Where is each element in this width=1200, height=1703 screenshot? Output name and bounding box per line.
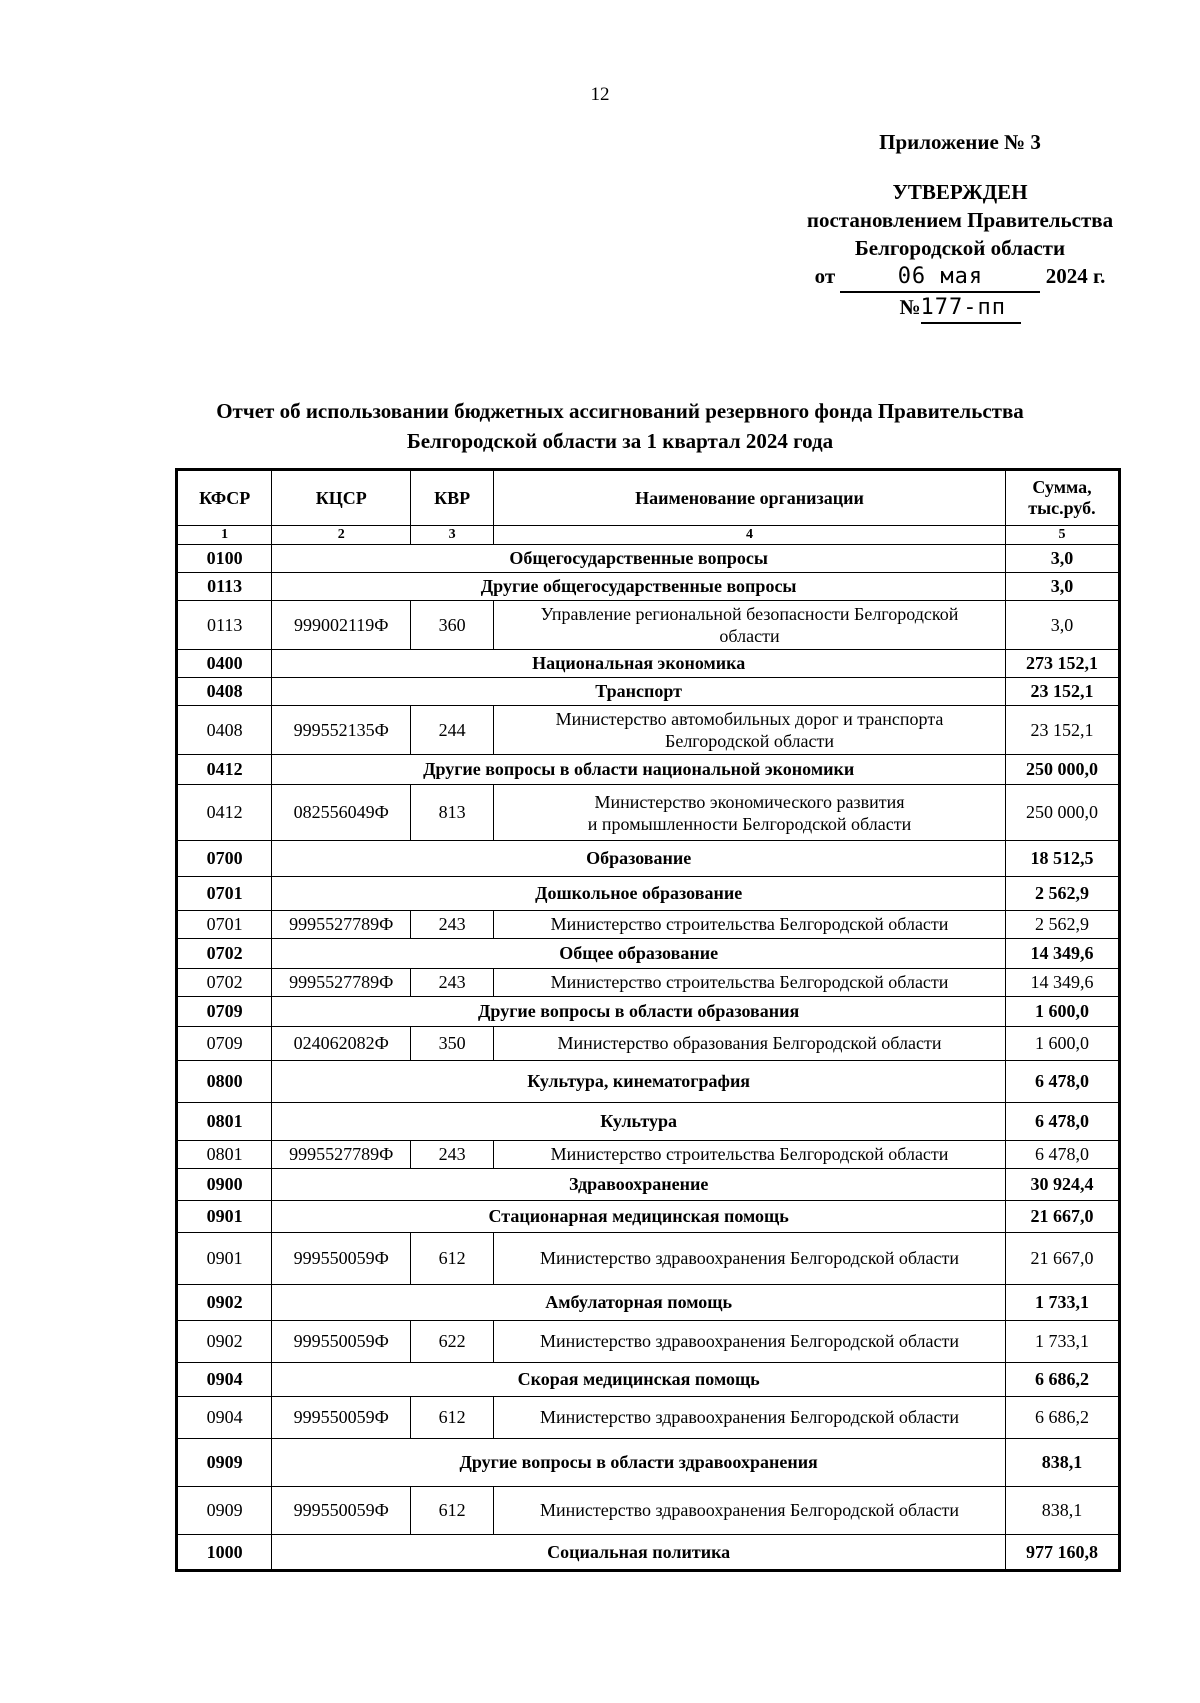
kfsr-cell: 0113: [177, 601, 272, 650]
table-row: [177, 601, 1120, 650]
table-row: [177, 1321, 1120, 1363]
section-name-cell: Другие вопросы в области образования: [272, 997, 1006, 1027]
approval-line-1: постановлением Правительства: [806, 208, 1114, 232]
col-number: 2: [272, 526, 411, 545]
organization-name-line-1: Министерство экономического развития: [594, 791, 905, 812]
section-name-cell: Образование: [272, 841, 1006, 877]
sum-cell: 6 478,0: [1005, 1061, 1119, 1103]
kvr-cell: 612: [411, 1397, 494, 1439]
kcsr-cell: 9995527789Ф: [272, 911, 411, 939]
sum-cell: 23 152,1: [1005, 678, 1119, 706]
kvr-cell: 612: [411, 1233, 494, 1285]
date-value: 06 мая: [840, 263, 1040, 293]
table-row: [177, 1397, 1120, 1439]
appendix-label: Приложение № 3: [879, 130, 1041, 154]
sum-cell: 3,0: [1005, 573, 1119, 601]
organization-name-cell: Министерство здравоохранения Белгородской области: [494, 1233, 1006, 1285]
section-name-cell: Социальная политика: [272, 1535, 1006, 1571]
organization-name-line-1: Управление региональной безопасности Белгородской: [540, 604, 959, 624]
sum-cell: 14 349,6: [1005, 939, 1119, 969]
section-row: [177, 841, 1120, 877]
kfsr-cell: 0904: [177, 1363, 272, 1397]
date-suffix: 2024 г.: [1045, 264, 1106, 288]
section-row: [177, 939, 1120, 969]
table-row: [177, 785, 1120, 841]
kvr-cell: 622: [411, 1321, 494, 1363]
kcsr-cell: 024062082Ф: [272, 1027, 411, 1061]
section-row: [177, 1201, 1120, 1233]
kfsr-cell: 0901: [177, 1233, 272, 1285]
report-title-line-2: Белгородской области за 1 квартал 2024 года: [406, 429, 834, 453]
kfsr-cell: 0801: [177, 1103, 272, 1141]
kfsr-cell: 0801: [177, 1141, 272, 1169]
sum-cell: 6 686,2: [1005, 1363, 1119, 1397]
section-row: [177, 997, 1120, 1027]
kvr-cell: 243: [411, 911, 494, 939]
sum-cell: 23 152,1: [1005, 706, 1119, 755]
section-row: [177, 755, 1120, 785]
section-name-cell: Другие вопросы в области национальной экономики: [272, 755, 1006, 785]
table-header-row: [177, 470, 1120, 526]
sum-cell: 6 686,2: [1005, 1397, 1119, 1439]
table-row: [177, 1141, 1120, 1169]
organization-name-cell: Министерство строительства Белгородской области: [494, 969, 1006, 997]
kvr-cell: 813: [411, 785, 494, 841]
kfsr-cell: 0412: [177, 755, 272, 785]
kfsr-cell: 0113: [177, 573, 272, 601]
sum-cell: 30 924,4: [1005, 1169, 1119, 1201]
kfsr-cell: 0709: [177, 997, 272, 1027]
section-name-cell: Стационарная медицинская помощь: [272, 1201, 1006, 1233]
sum-cell: 977 160,8: [1005, 1535, 1119, 1571]
sum-cell: 273 152,1: [1005, 650, 1119, 678]
approval-number-line: [770, 293, 1150, 324]
number-prefix: №: [899, 295, 921, 319]
column-number-row: [177, 526, 1120, 545]
sum-cell: 838,1: [1005, 1439, 1119, 1487]
col-number: 1: [177, 526, 272, 545]
section-row: [177, 1285, 1120, 1321]
section-row: [177, 650, 1120, 678]
section-name-cell: Национальная экономика: [272, 650, 1006, 678]
section-row: [177, 1439, 1120, 1487]
approval-date-line: [770, 262, 1150, 293]
kfsr-cell: 0701: [177, 911, 272, 939]
header-name: Наименование организации: [494, 470, 1006, 526]
table-row: [177, 1233, 1120, 1285]
kfsr-cell: 0408: [177, 706, 272, 755]
section-name-cell: Амбулаторная помощь: [272, 1285, 1006, 1321]
organization-name-cell: [494, 785, 1006, 841]
kfsr-cell: 0709: [177, 1027, 272, 1061]
approved-label: УТВЕРЖДЕН: [892, 180, 1028, 204]
sum-cell: 250 000,0: [1005, 785, 1119, 841]
sum-cell: 21 667,0: [1005, 1201, 1119, 1233]
kfsr-cell: 0909: [177, 1487, 272, 1535]
header-kfsr: КФСР: [177, 470, 272, 526]
sum-cell: 1 733,1: [1005, 1285, 1119, 1321]
report-title: [120, 396, 1120, 456]
organization-name-cell: Министерство строительства Белгородской области: [494, 911, 1006, 939]
table-row: [177, 969, 1120, 997]
sum-cell: 2 562,9: [1005, 911, 1119, 939]
kvr-cell: 612: [411, 1487, 494, 1535]
kfsr-cell: 0100: [177, 545, 272, 573]
kvr-cell: 244: [411, 706, 494, 755]
section-name-cell: Здравоохранение: [272, 1169, 1006, 1201]
kfsr-cell: 0800: [177, 1061, 272, 1103]
header-kcsr: КЦСР: [272, 470, 411, 526]
kcsr-cell: 999552135Ф: [272, 706, 411, 755]
kfsr-cell: 0412: [177, 785, 272, 841]
section-row: [177, 1535, 1120, 1571]
kfsr-cell: 0909: [177, 1439, 272, 1487]
table-row: [177, 1487, 1120, 1535]
sum-cell: 250 000,0: [1005, 755, 1119, 785]
report-title-line-1: Отчет об использовании бюджетных ассигнований резервного фонда Правительства: [216, 399, 1024, 423]
kfsr-cell: 0901: [177, 1201, 272, 1233]
section-name-cell: Скорая медицинская помощь: [272, 1363, 1006, 1397]
header-sum-line-2: тыс.руб.: [1028, 498, 1096, 518]
organization-name-cell: Министерство здравоохранения Белгородской области: [494, 1487, 1006, 1535]
kfsr-cell: 0902: [177, 1285, 272, 1321]
section-row: [177, 573, 1120, 601]
kfsr-cell: 0702: [177, 939, 272, 969]
organization-name-line-2: и промышленности Белгородской области: [587, 813, 912, 834]
kcsr-cell: 999550059Ф: [272, 1487, 411, 1535]
organization-name-cell: Министерство образования Белгородской области: [494, 1027, 1006, 1061]
kvr-cell: 243: [411, 1141, 494, 1169]
sum-cell: 1 600,0: [1005, 997, 1119, 1027]
sum-cell: 6 478,0: [1005, 1141, 1119, 1169]
section-name-cell: Культура, кинематография: [272, 1061, 1006, 1103]
sum-cell: 2 562,9: [1005, 877, 1119, 911]
section-row: [177, 678, 1120, 706]
kfsr-cell: 0904: [177, 1397, 272, 1439]
sum-cell: 14 349,6: [1005, 969, 1119, 997]
section-name-cell: Другие общегосударственные вопросы: [272, 573, 1006, 601]
sum-cell: 18 512,5: [1005, 841, 1119, 877]
kfsr-cell: 0701: [177, 877, 272, 911]
approval-block: [770, 128, 1150, 324]
kcsr-cell: 082556049Ф: [272, 785, 411, 841]
col-number: 5: [1005, 526, 1119, 545]
kcsr-cell: 999550059Ф: [272, 1233, 411, 1285]
approval-line-2: Белгородской области: [854, 236, 1066, 260]
section-name-cell: Транспорт: [272, 678, 1006, 706]
kvr-cell: 243: [411, 969, 494, 997]
header-sum-line-1: Сумма,: [1032, 477, 1092, 497]
section-row: [177, 1363, 1120, 1397]
number-value: 177-пп: [921, 294, 1021, 324]
kfsr-cell: 0902: [177, 1321, 272, 1363]
sum-cell: 6 478,0: [1005, 1103, 1119, 1141]
section-name-cell: Общегосударственные вопросы: [272, 545, 1006, 573]
sum-cell: 838,1: [1005, 1487, 1119, 1535]
kcsr-cell: 999550059Ф: [272, 1397, 411, 1439]
section-row: [177, 1061, 1120, 1103]
kfsr-cell: 0700: [177, 841, 272, 877]
section-name-cell: Культура: [272, 1103, 1006, 1141]
report-table: [175, 468, 1121, 1572]
section-row: [177, 1169, 1120, 1201]
kcsr-cell: 9995527789Ф: [272, 1141, 411, 1169]
section-name-cell: Другие вопросы в области здравоохранения: [272, 1439, 1006, 1487]
kfsr-cell: 0408: [177, 678, 272, 706]
organization-name-cell: [494, 601, 1006, 650]
organization-name-cell: Министерство здравоохранения Белгородской области: [494, 1397, 1006, 1439]
sum-cell: 21 667,0: [1005, 1233, 1119, 1285]
sum-cell: 1 733,1: [1005, 1321, 1119, 1363]
table-row: [177, 911, 1120, 939]
organization-name-cell: Министерство строительства Белгородской области: [494, 1141, 1006, 1169]
kfsr-cell: 1000: [177, 1535, 272, 1571]
sum-cell: 3,0: [1005, 601, 1119, 650]
page-number: 12: [590, 84, 610, 105]
col-number: 3: [411, 526, 494, 545]
kfsr-cell: 0900: [177, 1169, 272, 1201]
section-row: [177, 1103, 1120, 1141]
section-row: [177, 545, 1120, 573]
table-row: [177, 1027, 1120, 1061]
col-number: 4: [494, 526, 1006, 545]
header-sum: [1005, 470, 1119, 526]
section-name-cell: Общее образование: [272, 939, 1006, 969]
kcsr-cell: 9995527789Ф: [272, 969, 411, 997]
kfsr-cell: 0702: [177, 969, 272, 997]
section-name-cell: Дошкольное образование: [272, 877, 1006, 911]
organization-name-line-2: области: [719, 626, 780, 646]
kfsr-cell: 0400: [177, 650, 272, 678]
organization-name-cell: Министерство здравоохранения Белгородской области: [494, 1321, 1006, 1363]
sum-cell: 1 600,0: [1005, 1027, 1119, 1061]
kvr-cell: 350: [411, 1027, 494, 1061]
section-row: [177, 877, 1120, 911]
organization-name-line-1: Министерство автомобильных дорог и транспорта: [555, 709, 944, 729]
header-kvr: КВР: [411, 470, 494, 526]
organization-name-cell: [494, 706, 1006, 755]
table-row: [177, 706, 1120, 755]
kcsr-cell: 999550059Ф: [272, 1321, 411, 1363]
kcsr-cell: 999002119Ф: [272, 601, 411, 650]
sum-cell: 3,0: [1005, 545, 1119, 573]
date-prefix: от: [814, 264, 836, 288]
organization-name-line-2: Белгородской области: [665, 731, 835, 751]
kvr-cell: 360: [411, 601, 494, 650]
